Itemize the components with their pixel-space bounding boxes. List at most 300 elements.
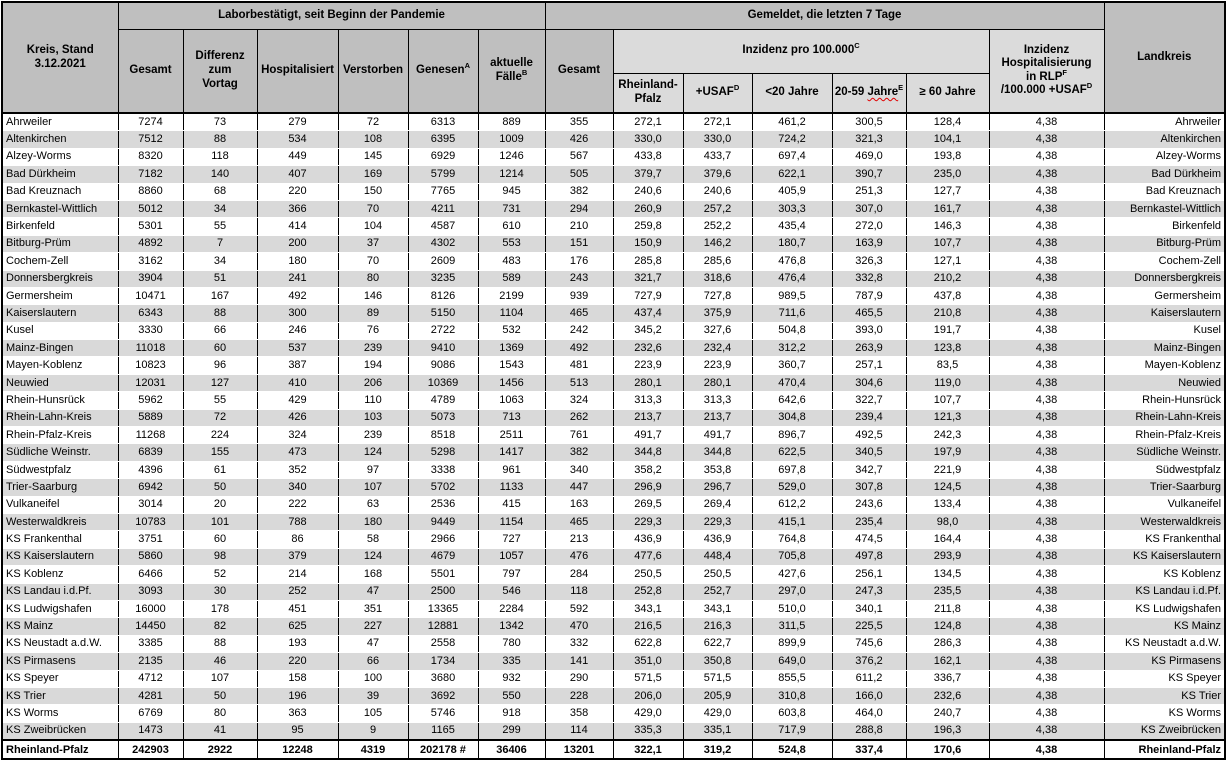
value-cell: 239,4 [832, 409, 906, 426]
value-cell: 855,5 [752, 670, 832, 687]
value-cell: 492 [257, 287, 338, 304]
value-cell: 788 [257, 513, 338, 530]
landkreis-name-cell: Kaiserslautern [1104, 305, 1225, 322]
value-cell: 603,8 [752, 705, 832, 722]
value-cell: 312,2 [752, 340, 832, 357]
value-cell: 7182 [118, 166, 183, 183]
table-row [2, 635, 1225, 652]
value-cell: 1009 [478, 131, 545, 148]
kreis-name-cell: KS Koblenz [2, 566, 118, 583]
value-cell: 477,6 [613, 548, 683, 565]
value-cell: 294 [545, 200, 613, 217]
landkreis-name-cell: Birkenfeld [1104, 218, 1225, 235]
value-cell: 285,6 [683, 253, 752, 270]
value-cell: 216,3 [683, 618, 752, 635]
table-row [2, 566, 1225, 583]
value-cell: 5860 [118, 548, 183, 565]
value-cell: 476,4 [752, 270, 832, 287]
value-cell: 16000 [118, 600, 183, 617]
landkreis-name-cell: KS Speyer [1104, 670, 1225, 687]
table-row [2, 357, 1225, 374]
col-header-gesamt-7-tage: Gesamt [545, 29, 613, 113]
col-header-inzidenz-pro-100000: Inzidenz pro $100.000^C$ [613, 29, 989, 73]
value-cell: 260,9 [613, 200, 683, 217]
landkreis-name-cell: Kusel [1104, 322, 1225, 339]
value-cell: 6466 [118, 566, 183, 583]
kreis-name-cell: Neuwied [2, 374, 118, 391]
table-row [2, 427, 1225, 444]
value-cell: 6839 [118, 444, 183, 461]
total-cell: 337,4 [832, 740, 906, 759]
value-cell: 228 [545, 687, 613, 704]
table-row [2, 374, 1225, 391]
table-row [2, 618, 1225, 635]
value-cell: 697,8 [752, 461, 832, 478]
col-header-landkreis: Landkreis [1104, 2, 1225, 113]
value-cell: 304,6 [832, 374, 906, 391]
value-cell: 263,9 [832, 340, 906, 357]
value-cell: 426 [257, 409, 338, 426]
value-cell: 433,8 [613, 148, 683, 165]
value-cell: 235,0 [906, 166, 989, 183]
value-cell: 2609 [408, 253, 478, 270]
value-cell: 390,7 [832, 166, 906, 183]
value-cell: 166,0 [832, 687, 906, 704]
value-cell: 4789 [408, 392, 478, 409]
value-cell: 313,3 [613, 392, 683, 409]
value-cell: 505 [545, 166, 613, 183]
value-cell: 340,5 [832, 444, 906, 461]
value-cell: 213,7 [613, 409, 683, 426]
value-cell: 4,38 [989, 600, 1104, 617]
value-cell: 178 [183, 600, 257, 617]
landkreis-name-cell: Trier-Saarburg [1104, 479, 1225, 496]
value-cell: 622,8 [613, 635, 683, 652]
kreis-name-cell: Rhein-Hunsrück [2, 392, 118, 409]
table-row [2, 670, 1225, 687]
table-row [2, 513, 1225, 530]
value-cell: 98 [183, 548, 257, 565]
value-cell: 896,7 [752, 427, 832, 444]
value-cell: 163 [545, 496, 613, 513]
table-row [2, 340, 1225, 357]
value-cell: 461,2 [752, 113, 832, 131]
value-cell: 1369 [478, 340, 545, 357]
kreis-name-cell: KS Pirmasens [2, 653, 118, 670]
value-cell: 164,4 [906, 531, 989, 548]
value-cell: 321,7 [613, 270, 683, 287]
kreis-name-cell: Kaiserslautern [2, 305, 118, 322]
value-cell: 169 [338, 166, 408, 183]
value-cell: 3751 [118, 531, 183, 548]
value-cell: 297,0 [752, 583, 832, 600]
value-cell: 379,6 [683, 166, 752, 183]
value-cell: 66 [338, 653, 408, 670]
value-cell: 279 [257, 113, 338, 131]
value-cell: 532 [478, 322, 545, 339]
value-cell: 336,7 [906, 670, 989, 687]
value-cell: 300,5 [832, 113, 906, 131]
value-cell: 8126 [408, 287, 478, 304]
value-cell: 4,38 [989, 461, 1104, 478]
value-cell: 470,4 [752, 374, 832, 391]
value-cell: 642,6 [752, 392, 832, 409]
value-cell: 5150 [408, 305, 478, 322]
value-cell: 1417 [478, 444, 545, 461]
value-cell: 50 [183, 479, 257, 496]
value-cell: 4892 [118, 235, 183, 252]
value-cell: 4,38 [989, 166, 1104, 183]
value-cell: 50 [183, 687, 257, 704]
total-cell: 242903 [118, 740, 183, 759]
value-cell: 235,5 [906, 583, 989, 600]
kreis-name-cell: KS Neustadt a.d.W. [2, 635, 118, 652]
value-cell: 474,5 [832, 531, 906, 548]
value-cell: 476,8 [752, 253, 832, 270]
kreis-name-cell: Südwestpfalz [2, 461, 118, 478]
kreis-name-cell: Trier-Saarburg [2, 479, 118, 496]
table-row [2, 461, 1225, 478]
total-cell: 12248 [257, 740, 338, 759]
value-cell: 296,9 [613, 479, 683, 496]
kreis-name-cell: Bitburg-Prüm [2, 235, 118, 252]
landkreis-name-cell: KS Worms [1104, 705, 1225, 722]
kreis-name-cell: KS Zweibrücken [2, 722, 118, 740]
landkreis-name-cell: KS Mainz [1104, 618, 1225, 635]
landkreis-name-cell: Donnersbergkreis [1104, 270, 1225, 287]
value-cell: 451 [257, 600, 338, 617]
value-cell: 303,3 [752, 200, 832, 217]
value-cell: 46 [183, 653, 257, 670]
value-cell: 108 [338, 131, 408, 148]
value-cell: 293,9 [906, 548, 989, 565]
landkreis-name-cell: Vulkaneifel [1104, 496, 1225, 513]
value-cell: 415 [478, 496, 545, 513]
total-cell: 4319 [338, 740, 408, 759]
value-cell: 622,7 [683, 635, 752, 652]
value-cell: 242 [545, 322, 613, 339]
value-cell: 351 [338, 600, 408, 617]
value-cell: 257,2 [683, 200, 752, 217]
table-row [2, 218, 1225, 235]
value-cell: 118 [545, 583, 613, 600]
value-cell: 2536 [408, 496, 478, 513]
value-cell: 433,7 [683, 148, 752, 165]
value-cell: 4,38 [989, 305, 1104, 322]
value-cell: 4587 [408, 218, 478, 235]
landkreis-name-cell: KS Frankenthal [1104, 531, 1225, 548]
value-cell: 4,38 [989, 496, 1104, 513]
value-cell: 3338 [408, 461, 478, 478]
landkreis-name-cell: Bad Dürkheim [1104, 166, 1225, 183]
value-cell: 4,38 [989, 148, 1104, 165]
col-header-genesen: Genesen$^A$ [408, 29, 478, 113]
value-cell: 510,0 [752, 600, 832, 617]
value-cell: 127,7 [906, 183, 989, 200]
value-cell: 5073 [408, 409, 478, 426]
value-cell: 989,5 [752, 287, 832, 304]
value-cell: 3235 [408, 270, 478, 287]
kreis-name-cell: KS Ludwigshafen [2, 600, 118, 617]
landkreis-name-cell: Bitburg-Prüm [1104, 235, 1225, 252]
table-row [2, 183, 1225, 200]
value-cell: 47 [338, 635, 408, 652]
value-cell: 98,0 [906, 513, 989, 530]
value-cell: 60 [183, 340, 257, 357]
value-cell: 80 [183, 705, 257, 722]
value-cell: 250,5 [613, 566, 683, 583]
value-cell: 3692 [408, 687, 478, 704]
value-cell: 180 [338, 513, 408, 530]
landkreis-name-cell: KS Koblenz [1104, 566, 1225, 583]
value-cell: 7512 [118, 131, 183, 148]
value-cell: 571,5 [683, 670, 752, 687]
value-cell: 4,38 [989, 670, 1104, 687]
value-cell: 66 [183, 322, 257, 339]
landkreis-name-cell: Südwestpfalz [1104, 461, 1225, 478]
value-cell: 63 [338, 496, 408, 513]
value-cell: 4,38 [989, 583, 1104, 600]
value-cell: 4,38 [989, 183, 1104, 200]
landkreis-name-cell: KS Ludwigshafen [1104, 600, 1225, 617]
value-cell: 284 [545, 566, 613, 583]
value-cell: 352 [257, 461, 338, 478]
value-cell: 240,6 [613, 183, 683, 200]
value-cell: 95 [257, 722, 338, 740]
value-cell: 2284 [478, 600, 545, 617]
value-cell: 2500 [408, 583, 478, 600]
value-cell: 34 [183, 253, 257, 270]
landkreis-name-cell: Rhein-Hunsrück [1104, 392, 1225, 409]
value-cell: 61 [183, 461, 257, 478]
value-cell: 313,3 [683, 392, 752, 409]
value-cell: 140 [183, 166, 257, 183]
value-cell: 4,38 [989, 722, 1104, 740]
value-cell: 304,8 [752, 409, 832, 426]
value-cell: 6929 [408, 148, 478, 165]
value-cell: 363 [257, 705, 338, 722]
value-cell: 358 [545, 705, 613, 722]
value-cell: 2966 [408, 531, 478, 548]
total-cell: 2922 [183, 740, 257, 759]
value-cell: 12881 [408, 618, 478, 635]
value-cell: 11018 [118, 340, 183, 357]
kreis-name-cell: Birkenfeld [2, 218, 118, 235]
value-cell: 272,0 [832, 218, 906, 235]
table-row [2, 583, 1225, 600]
value-cell: 162,1 [906, 653, 989, 670]
value-cell: 697,4 [752, 148, 832, 165]
value-cell: 465 [545, 305, 613, 322]
value-cell: 2558 [408, 635, 478, 652]
value-cell: 9410 [408, 340, 478, 357]
kreis-name-cell: Bernkastel-Wittlich [2, 200, 118, 217]
value-cell: 89 [338, 305, 408, 322]
col-header-gesamt-pandemie: Gesamt [118, 29, 183, 113]
value-cell: 4,38 [989, 653, 1104, 670]
value-cell: 344,8 [683, 444, 752, 461]
value-cell: 429 [257, 392, 338, 409]
value-cell: 465 [545, 513, 613, 530]
value-cell: 200 [257, 235, 338, 252]
value-cell: 221,9 [906, 461, 989, 478]
value-cell: 610 [478, 218, 545, 235]
value-cell: 86 [257, 531, 338, 548]
value-cell: 4,38 [989, 200, 1104, 217]
kreis-name-cell: KS Frankenthal [2, 531, 118, 548]
value-cell: 4,38 [989, 687, 1104, 704]
value-cell: 5746 [408, 705, 478, 722]
value-cell: 335 [478, 653, 545, 670]
value-cell: 118 [183, 148, 257, 165]
value-cell: 34 [183, 200, 257, 217]
value-cell: 5702 [408, 479, 478, 496]
table-row [2, 131, 1225, 148]
value-cell: 310,8 [752, 687, 832, 704]
value-cell: 262 [545, 409, 613, 426]
value-cell: 104 [338, 218, 408, 235]
table-row [2, 548, 1225, 565]
value-cell: 4,38 [989, 253, 1104, 270]
value-cell: 242,3 [906, 427, 989, 444]
value-cell: 889 [478, 113, 545, 131]
value-cell: 252,2 [683, 218, 752, 235]
value-cell: 163,9 [832, 235, 906, 252]
value-cell: 3680 [408, 670, 478, 687]
value-cell: 6343 [118, 305, 183, 322]
value-cell: 4,38 [989, 548, 1104, 565]
value-cell: 330,0 [683, 131, 752, 148]
value-cell: 761 [545, 427, 613, 444]
kreis-name-cell: Rhein-Pfalz-Kreis [2, 427, 118, 444]
value-cell: 1734 [408, 653, 478, 670]
value-cell: 121,3 [906, 409, 989, 426]
value-cell: 141 [545, 653, 613, 670]
landkreis-name-cell: KS Kaiserslautern [1104, 548, 1225, 565]
value-cell: 124,8 [906, 618, 989, 635]
kreis-name-cell: KS Kaiserslautern [2, 548, 118, 565]
value-cell: 197,9 [906, 444, 989, 461]
value-cell: 376,2 [832, 653, 906, 670]
col-header-verstorben: Verstorben [338, 29, 408, 113]
landkreis-name-cell: Germersheim [1104, 287, 1225, 304]
value-cell: 427,6 [752, 566, 832, 583]
value-cell: 342,7 [832, 461, 906, 478]
col-header-20-59-jahre: 20-59 Jahre$^E$ [832, 73, 906, 113]
value-cell: 375,9 [683, 305, 752, 322]
value-cell: 324 [257, 427, 338, 444]
value-cell: 206 [338, 374, 408, 391]
value-cell: 229,3 [613, 513, 683, 530]
value-cell: 713 [478, 409, 545, 426]
value-cell: 4211 [408, 200, 478, 217]
value-cell: 379,7 [613, 166, 683, 183]
value-cell: 9 [338, 722, 408, 740]
value-cell: 379 [257, 548, 338, 565]
value-cell: 4,38 [989, 374, 1104, 391]
value-cell: 393,0 [832, 322, 906, 339]
value-cell: 180,7 [752, 235, 832, 252]
value-cell: 47 [338, 583, 408, 600]
value-cell: 717,9 [752, 722, 832, 740]
value-cell: 6313 [408, 113, 478, 131]
value-cell: 360,7 [752, 357, 832, 374]
value-cell: 210,8 [906, 305, 989, 322]
col-header-ab-60-jahre: ≥ 60 Jahre [906, 73, 989, 113]
value-cell: 5799 [408, 166, 478, 183]
kreis-name-cell: Südliche Weinstr. [2, 444, 118, 461]
value-cell: 473 [257, 444, 338, 461]
table-row [2, 113, 1225, 131]
value-cell: 4679 [408, 548, 478, 565]
value-cell: 787,9 [832, 287, 906, 304]
value-cell: 13365 [408, 600, 478, 617]
kreis-name-cell: KS Worms [2, 705, 118, 722]
value-cell: 191,7 [906, 322, 989, 339]
value-cell: 4396 [118, 461, 183, 478]
kreis-name-cell: Alzey-Worms [2, 148, 118, 165]
value-cell: 232,6 [906, 687, 989, 704]
value-cell: 3014 [118, 496, 183, 513]
value-cell: 1165 [408, 722, 478, 740]
value-cell: 745,6 [832, 635, 906, 652]
table-row [2, 653, 1225, 670]
value-cell: 30 [183, 583, 257, 600]
value-cell: 3162 [118, 253, 183, 270]
value-cell: 250,5 [683, 566, 752, 583]
value-cell: 107,7 [906, 235, 989, 252]
value-cell: 39 [338, 687, 408, 704]
table-row [2, 148, 1225, 165]
value-cell: 101 [183, 513, 257, 530]
landkreis-name-cell: Neuwied [1104, 374, 1225, 391]
value-cell: 414 [257, 218, 338, 235]
value-cell: 780 [478, 635, 545, 652]
value-cell: 4,38 [989, 287, 1104, 304]
value-cell: 625 [257, 618, 338, 635]
value-cell: 246 [257, 322, 338, 339]
value-cell: 335,1 [683, 722, 752, 740]
landkreis-name-cell: Mainz-Bingen [1104, 340, 1225, 357]
col-header-inzidenz-hospitalisierung: Inzidenz Hospitalisierung in $RLP^F$ $/100.000 +USAF^D$ [989, 29, 1104, 113]
value-cell: 222 [257, 496, 338, 513]
value-cell: 51 [183, 270, 257, 287]
value-cell: 146,2 [683, 235, 752, 252]
value-cell: 529,0 [752, 479, 832, 496]
value-cell: 97 [338, 461, 408, 478]
kreis-name-cell: KS Mainz [2, 618, 118, 635]
value-cell: 4,38 [989, 635, 1104, 652]
value-cell: 481 [545, 357, 613, 374]
landkreis-name-cell: Ahrweiler [1104, 113, 1225, 131]
table-row [2, 253, 1225, 270]
value-cell: 205,9 [683, 687, 752, 704]
value-cell: 649,0 [752, 653, 832, 670]
value-cell: 168 [338, 566, 408, 583]
total-cell: 36406 [478, 740, 545, 759]
value-cell: 567 [545, 148, 613, 165]
value-cell: 213,7 [683, 409, 752, 426]
value-cell: 343,1 [613, 600, 683, 617]
value-cell: 14450 [118, 618, 183, 635]
value-cell: 10783 [118, 513, 183, 530]
value-cell: 10369 [408, 374, 478, 391]
total-cell: 319,2 [683, 740, 752, 759]
value-cell: 4,38 [989, 444, 1104, 461]
value-cell: 592 [545, 600, 613, 617]
value-cell: 4,38 [989, 113, 1104, 131]
value-cell: 180 [257, 253, 338, 270]
